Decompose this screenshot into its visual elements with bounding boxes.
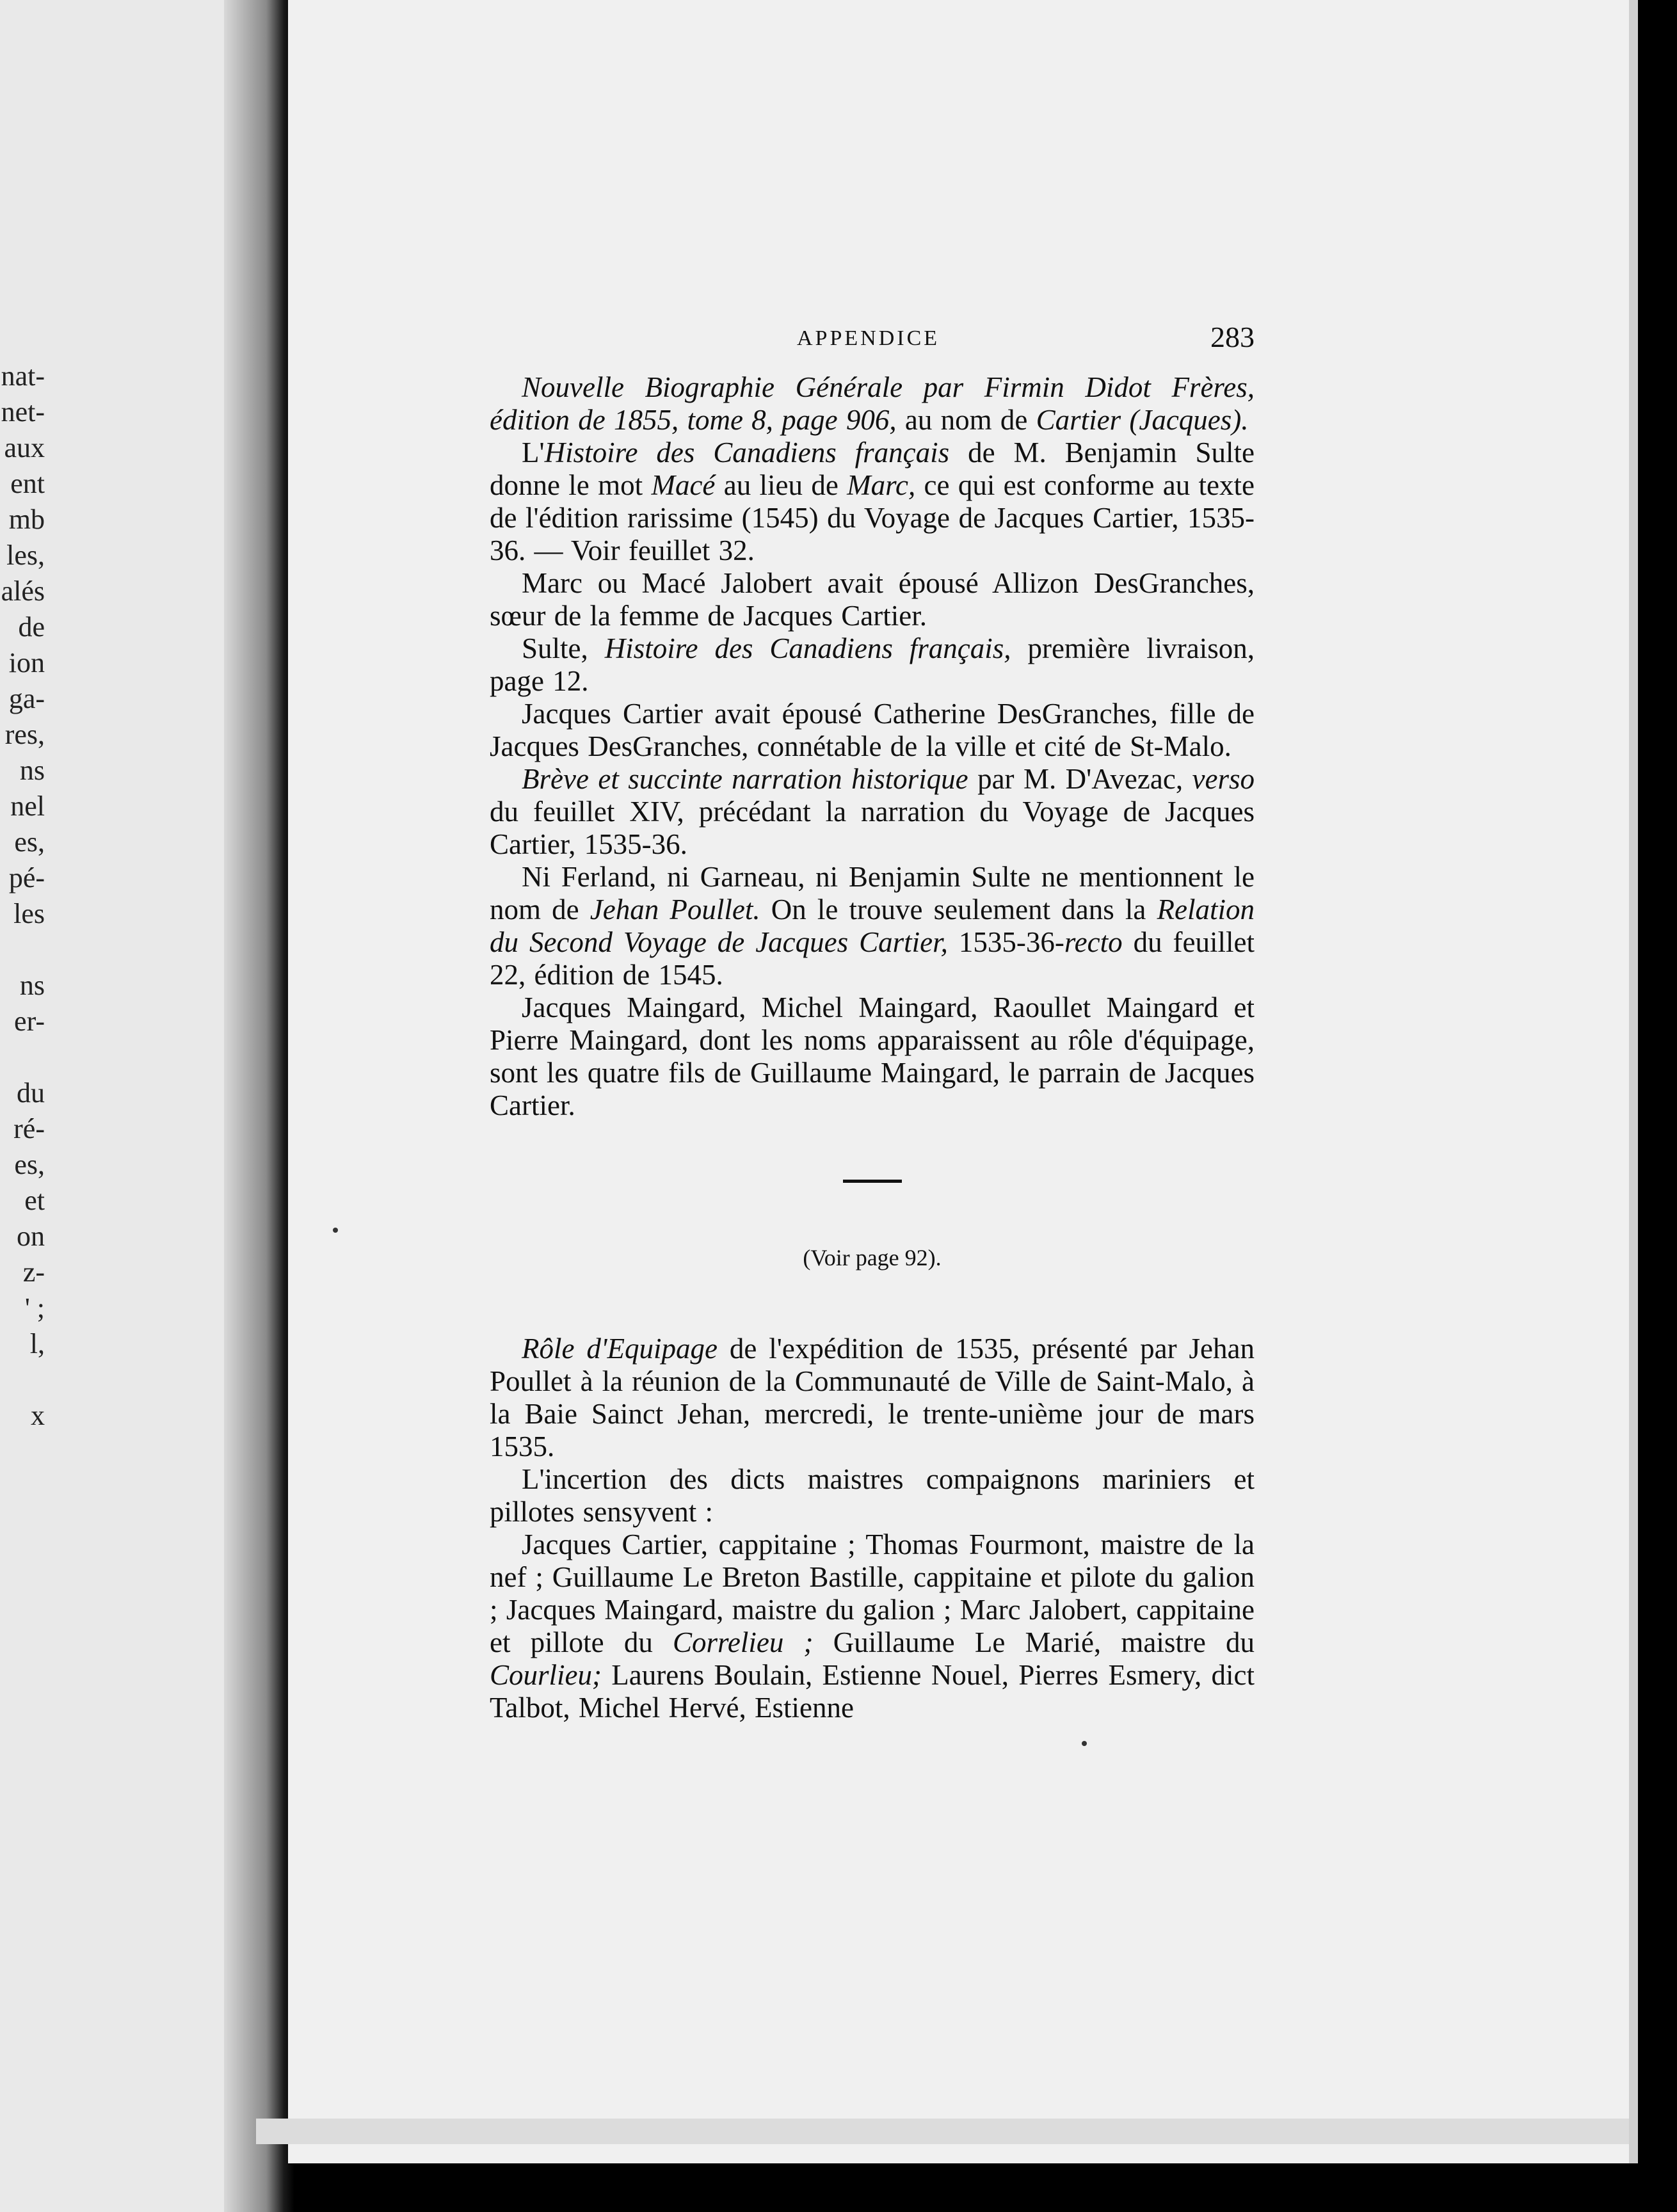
text: ce qui est conforme au texte de l'édition rarissime (1545) du Voyage de Jacques Cartier, 1535-36. — Voir feuillet 32. bbox=[490, 469, 1255, 566]
italic-text: Rôle d'Equipage bbox=[522, 1333, 718, 1365]
italic-text: verso bbox=[1192, 763, 1255, 795]
paragraph-biographie bbox=[490, 371, 1255, 437]
italic-text: Marc, bbox=[847, 469, 916, 501]
left-margin-fragment: ent bbox=[10, 468, 45, 499]
italic-text: Jehan Poullet. bbox=[590, 894, 760, 926]
italic-text: Cartier (Jacques). bbox=[1036, 404, 1249, 436]
left-margin-fragment: ' ; bbox=[24, 1292, 45, 1324]
specks bbox=[1082, 1741, 1087, 1746]
left-margin-fragment: ns bbox=[19, 970, 45, 1001]
text: du feuillet 22, édition de 1545. bbox=[490, 926, 1255, 991]
left-margin-fragment: du bbox=[17, 1077, 45, 1109]
left-margin-fragment bbox=[0, 932, 45, 968]
left-margin-fragment: z- bbox=[22, 1256, 45, 1288]
left-page-cropped-text bbox=[0, 358, 45, 1434]
section-divider bbox=[843, 1180, 902, 1183]
page-bottom-edge bbox=[256, 2119, 1629, 2144]
text: 1535-36- bbox=[947, 926, 1064, 958]
italic-text: Histoire des Canadiens français bbox=[544, 437, 950, 469]
paragraph-crew-list bbox=[490, 1528, 1255, 1724]
paragraph-incertion: L'incertion des dicts maistres compaignons mariniers et pillotes sensyvent : bbox=[490, 1463, 1255, 1528]
italic-text: recto bbox=[1064, 926, 1123, 958]
left-margin-fragment bbox=[0, 1362, 45, 1398]
text: de l'expédition de 1535, présenté par Jehan Poullet à la réunion de la Communauté de Ville de Saint-Malo, à la Baie Sainct Jehan, mercredi, le trente-unième jour de mars 1535. bbox=[490, 1333, 1255, 1463]
left-margin-fragment: pé- bbox=[8, 862, 45, 894]
text: Sulte, bbox=[522, 632, 605, 664]
left-margin-fragment: on bbox=[17, 1221, 45, 1252]
paragraph-role-equipage bbox=[490, 1333, 1255, 1463]
paragraph-maingard: Jacques Maingard, Michel Maingard, Raoullet Maingard et Pierre Maingard, dont les noms apparaissent au rôle d'équipage, sont les quatre fils de Guillaume Maingard, le parrain de Jacques Cartier. bbox=[490, 991, 1255, 1121]
paragraph-narration bbox=[490, 763, 1255, 861]
text: Ni Ferland, ni Garneau, ni Benjamin Sulte ne mentionnent le nom de bbox=[490, 861, 1255, 926]
left-margin-fragment: mb bbox=[8, 504, 45, 535]
page-number: 283 bbox=[1210, 321, 1255, 353]
text: première livraison, page 12. bbox=[490, 632, 1255, 697]
left-margin-fragment: x bbox=[31, 1400, 45, 1431]
text: Laurens Boulain, Estienne Nouel, Pierres Esmery, dict Talbot, Michel Hervé, Estienne bbox=[490, 1659, 1255, 1724]
paragraph-poullet bbox=[490, 861, 1255, 991]
left-margin-fragment: er- bbox=[14, 1006, 45, 1037]
paragraph-jalobert: Marc ou Macé Jalobert avait épousé Allizon DesGranches, sœur de la femme de Jacques Cartier. bbox=[490, 567, 1255, 632]
left-margin-fragment: l, bbox=[29, 1328, 45, 1359]
left-margin-fragment: es, bbox=[14, 826, 45, 858]
left-margin-fragment: aux bbox=[4, 432, 45, 463]
text: L' bbox=[522, 437, 545, 469]
left-margin-fragment: ion bbox=[8, 647, 45, 678]
italic-text: Relation du Second Voyage de Jacques Cartier, bbox=[490, 894, 1255, 958]
left-margin-fragment: nel bbox=[10, 790, 45, 822]
text: Guillaume Le Marié, maistre du bbox=[813, 1626, 1255, 1658]
left-margin-fragment: de bbox=[18, 611, 45, 643]
text: Jacques Cartier, cappitaine ; Thomas Fourmont, maistre de la nef ; Guillaume Le Breton Bastille, cappitaine et pilote du galion ; Jacques Maingard, maistre du galion ; Marc Jalobert, cappitaine et pillote du bbox=[490, 1528, 1255, 1658]
paragraph-sulte bbox=[490, 632, 1255, 698]
text: au lieu de bbox=[715, 469, 847, 501]
left-margin-fragment: les, bbox=[6, 540, 45, 571]
text: du feuillet XIV, précédant la narration du Voyage de Jacques Cartier, 1535-36. bbox=[490, 796, 1255, 860]
text: On le trouve seulement dans la bbox=[760, 894, 1157, 926]
italic-text: Macé bbox=[651, 469, 716, 501]
page-text-block bbox=[490, 321, 1255, 1724]
book-gutter-shadow bbox=[224, 0, 294, 2212]
left-margin-fragment: nat- bbox=[1, 360, 45, 392]
text: par M. D'Avezac, bbox=[968, 763, 1192, 795]
left-margin-fragment: les bbox=[13, 898, 45, 929]
paragraph-histoire bbox=[490, 437, 1255, 567]
left-margin-fragment: ga- bbox=[8, 683, 45, 714]
italic-text: Brève et succinte narration historique bbox=[522, 763, 968, 795]
left-margin-fragment: res, bbox=[4, 719, 45, 750]
text: de M. Benjamin Sulte donne le mot bbox=[490, 437, 1255, 501]
running-head bbox=[490, 321, 1255, 371]
left-margin-fragment: et bbox=[24, 1185, 45, 1216]
left-margin-fragment: net- bbox=[1, 396, 45, 428]
text: au nom de bbox=[896, 404, 1036, 436]
left-margin-fragment: ns bbox=[19, 755, 45, 786]
see-page-note: (Voir page 92). bbox=[803, 1245, 942, 1270]
italic-text: Nouvelle Biographie Générale par Firmin Didot Frères, édition de 1855, tome 8, page 906, bbox=[490, 371, 1255, 436]
italic-text: Histoire des Canadiens français, bbox=[604, 632, 1011, 664]
left-margin-fragment: es, bbox=[14, 1149, 45, 1180]
specks bbox=[333, 1228, 338, 1233]
italic-text: Courlieu; bbox=[490, 1659, 602, 1691]
paragraph-desgranches: Jacques Cartier avait épousé Catherine DesGranches, fille de Jacques DesGranches, connétable de la ville et cité de St-Malo. bbox=[490, 698, 1255, 762]
left-margin-fragment: ré- bbox=[13, 1113, 45, 1144]
italic-text: Correlieu ; bbox=[673, 1626, 814, 1658]
left-margin-fragment: alés bbox=[1, 575, 45, 607]
running-head-title: APPENDICE bbox=[797, 326, 940, 350]
left-margin-fragment bbox=[0, 1039, 45, 1075]
